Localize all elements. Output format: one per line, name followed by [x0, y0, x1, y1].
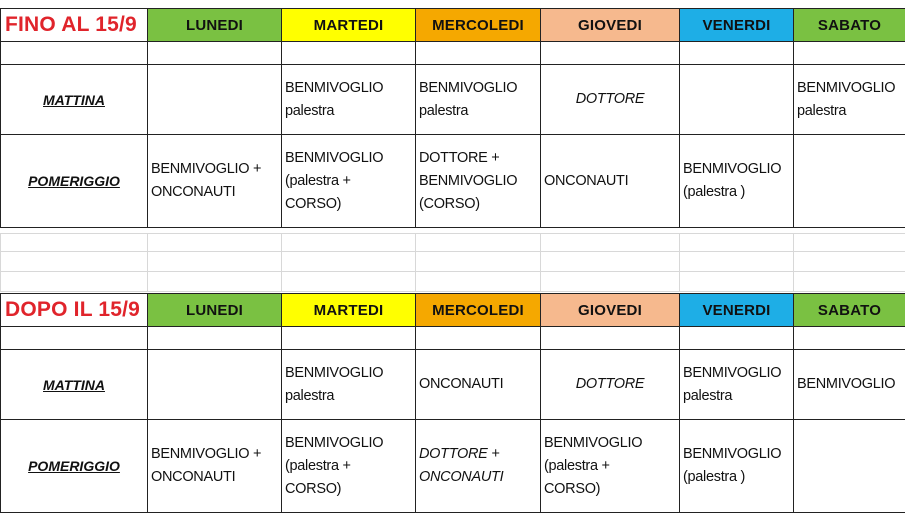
empty-cell[interactable] — [282, 327, 416, 350]
schedule-cell[interactable] — [794, 420, 905, 513]
cell-line: CORSO) — [544, 480, 601, 497]
cell-line: BENMIVOGLIO — [285, 79, 384, 96]
empty-cell[interactable] — [148, 252, 282, 272]
empty-cell[interactable] — [1, 327, 148, 350]
day-header-mercoledi[interactable]: MERCOLEDI — [416, 294, 541, 327]
cell-line: DOTTORE + — [419, 446, 500, 462]
empty-cell[interactable] — [541, 272, 680, 292]
schedule-cell[interactable] — [541, 350, 680, 420]
cell-line: ONCONAUTI — [151, 184, 236, 200]
row-label-mattina[interactable]: MATTINA — [1, 350, 148, 420]
empty-cell[interactable] — [282, 234, 416, 252]
cell-line: palestra — [285, 102, 335, 119]
cell-line: palestra — [419, 102, 469, 119]
schedule-cell[interactable] — [416, 350, 541, 420]
cell-line: CORSO) — [285, 480, 342, 497]
cell-line: DOTTORE — [575, 91, 645, 107]
cell-line: DOTTORE — [575, 376, 645, 392]
cell-line: palestra — [285, 387, 335, 404]
empty-cell[interactable] — [416, 42, 541, 65]
cell-line: ONCONAUTI — [151, 469, 236, 485]
schedule-cell[interactable] — [148, 65, 282, 135]
cell-line: BENMIVOGLIO — [797, 376, 896, 392]
schedule-cell[interactable] — [680, 420, 794, 513]
schedule-cell[interactable] — [282, 65, 416, 135]
empty-cell[interactable] — [148, 234, 282, 252]
schedule-table-1 — [0, 8, 905, 228]
schedule-cell[interactable] — [794, 135, 905, 228]
cell-line: BENMIVOGLIO — [544, 434, 643, 451]
row-label-pomeriggio[interactable]: POMERIGGIO — [1, 135, 148, 228]
cell-line: BENMIVOGLIO — [419, 172, 518, 189]
schedule-cell[interactable] — [148, 135, 282, 228]
schedule-cell[interactable] — [680, 350, 794, 420]
cell-line: BENMIVOGLIO + — [151, 446, 262, 462]
empty-cell[interactable] — [794, 42, 905, 65]
schedule-cell[interactable] — [416, 420, 541, 513]
blank-rows — [0, 233, 905, 292]
empty-cell[interactable] — [794, 327, 905, 350]
day-header-sabato[interactable]: SABATO — [794, 9, 905, 42]
empty-cell[interactable] — [541, 252, 680, 272]
empty-cell[interactable] — [416, 272, 541, 292]
day-header-venerdi[interactable]: VENERDI — [680, 9, 794, 42]
cell-line: BENMIVOGLIO — [797, 79, 896, 96]
schedule-cell[interactable] — [148, 350, 282, 420]
cell-line: ONCONAUTI — [419, 469, 504, 485]
cell-line: BENMIVOGLIO — [419, 79, 518, 96]
schedule-cell[interactable] — [416, 65, 541, 135]
cell-line: (palestra ) — [683, 469, 745, 485]
empty-cell[interactable] — [416, 327, 541, 350]
empty-cell[interactable] — [541, 234, 680, 252]
empty-cell[interactable] — [541, 327, 680, 350]
cell-line: BENMIVOGLIO — [683, 364, 782, 381]
schedule-cell[interactable] — [282, 420, 416, 513]
schedule-cell[interactable] — [680, 135, 794, 228]
empty-cell[interactable] — [148, 327, 282, 350]
schedule-cell[interactable] — [680, 65, 794, 135]
cell-line: ONCONAUTI — [544, 172, 629, 189]
row-label-pomeriggio[interactable]: POMERIGGIO — [1, 420, 148, 513]
day-header-lunedi[interactable]: LUNEDI — [148, 9, 282, 42]
empty-cell[interactable] — [794, 272, 905, 292]
day-header-lunedi[interactable]: LUNEDI — [148, 294, 282, 327]
cell-line: (palestra + — [285, 457, 351, 474]
empty-cell[interactable] — [148, 42, 282, 65]
schedule-cell[interactable] — [794, 350, 905, 420]
empty-cell[interactable] — [680, 234, 794, 252]
row-label-mattina[interactable]: MATTINA — [1, 65, 148, 135]
cell-line: BENMIVOGLIO — [285, 434, 384, 451]
schedule-cell[interactable] — [282, 350, 416, 420]
empty-cell[interactable] — [416, 252, 541, 272]
cell-line: BENMIVOGLIO — [285, 364, 384, 381]
cell-line: (palestra + — [544, 457, 610, 474]
empty-cell[interactable] — [1, 252, 148, 272]
cell-line: BENMIVOGLIO — [683, 161, 782, 177]
day-header-giovedi[interactable]: GIOVEDI — [541, 9, 680, 42]
day-header-mercoledi[interactable]: MERCOLEDI — [416, 9, 541, 42]
day-header-martedi[interactable]: MARTEDI — [282, 9, 416, 42]
cell-line: BENMIVOGLIO — [285, 149, 384, 166]
cell-line: BENMIVOGLIO — [683, 446, 782, 462]
cell-line: palestra — [797, 102, 847, 119]
schedule-cell[interactable] — [282, 135, 416, 228]
empty-cell[interactable] — [416, 234, 541, 252]
cell-line: (palestra ) — [683, 184, 745, 200]
day-header-sabato[interactable]: SABATO — [794, 294, 905, 327]
empty-cell[interactable] — [680, 327, 794, 350]
section-title[interactable]: FINO AL 15/9 — [1, 9, 148, 42]
day-header-martedi[interactable]: MARTEDI — [282, 294, 416, 327]
day-header-venerdi[interactable]: VENERDI — [680, 294, 794, 327]
schedule-cell[interactable] — [148, 420, 282, 513]
empty-cell[interactable] — [794, 252, 905, 272]
empty-cell[interactable] — [680, 42, 794, 65]
empty-cell[interactable] — [680, 252, 794, 272]
empty-cell[interactable] — [1, 272, 148, 292]
schedule-cell[interactable] — [541, 65, 680, 135]
section-title[interactable]: DOPO IL 15/9 — [1, 294, 148, 327]
cell-line: BENMIVOGLIO + — [151, 161, 262, 177]
cell-line: CORSO) — [285, 195, 342, 212]
empty-cell[interactable] — [794, 234, 905, 252]
schedule-table-2 — [0, 293, 905, 513]
schedule-cell[interactable] — [541, 135, 680, 228]
empty-cell[interactable] — [541, 42, 680, 65]
schedule-cell[interactable] — [416, 135, 541, 228]
empty-cell[interactable] — [148, 272, 282, 292]
schedule-cell[interactable] — [794, 65, 905, 135]
cell-line: palestra — [683, 387, 733, 404]
cell-line: DOTTORE + — [419, 149, 500, 166]
cell-line: ONCONAUTI — [419, 376, 504, 392]
empty-cell[interactable] — [282, 272, 416, 292]
empty-cell[interactable] — [282, 42, 416, 65]
day-header-giovedi[interactable]: GIOVEDI — [541, 294, 680, 327]
empty-cell[interactable] — [1, 42, 148, 65]
schedule-cell[interactable] — [541, 420, 680, 513]
cell-line: (palestra + — [285, 172, 351, 189]
empty-cell[interactable] — [1, 234, 148, 252]
empty-cell[interactable] — [282, 252, 416, 272]
empty-cell[interactable] — [680, 272, 794, 292]
cell-line: (CORSO) — [419, 195, 480, 212]
